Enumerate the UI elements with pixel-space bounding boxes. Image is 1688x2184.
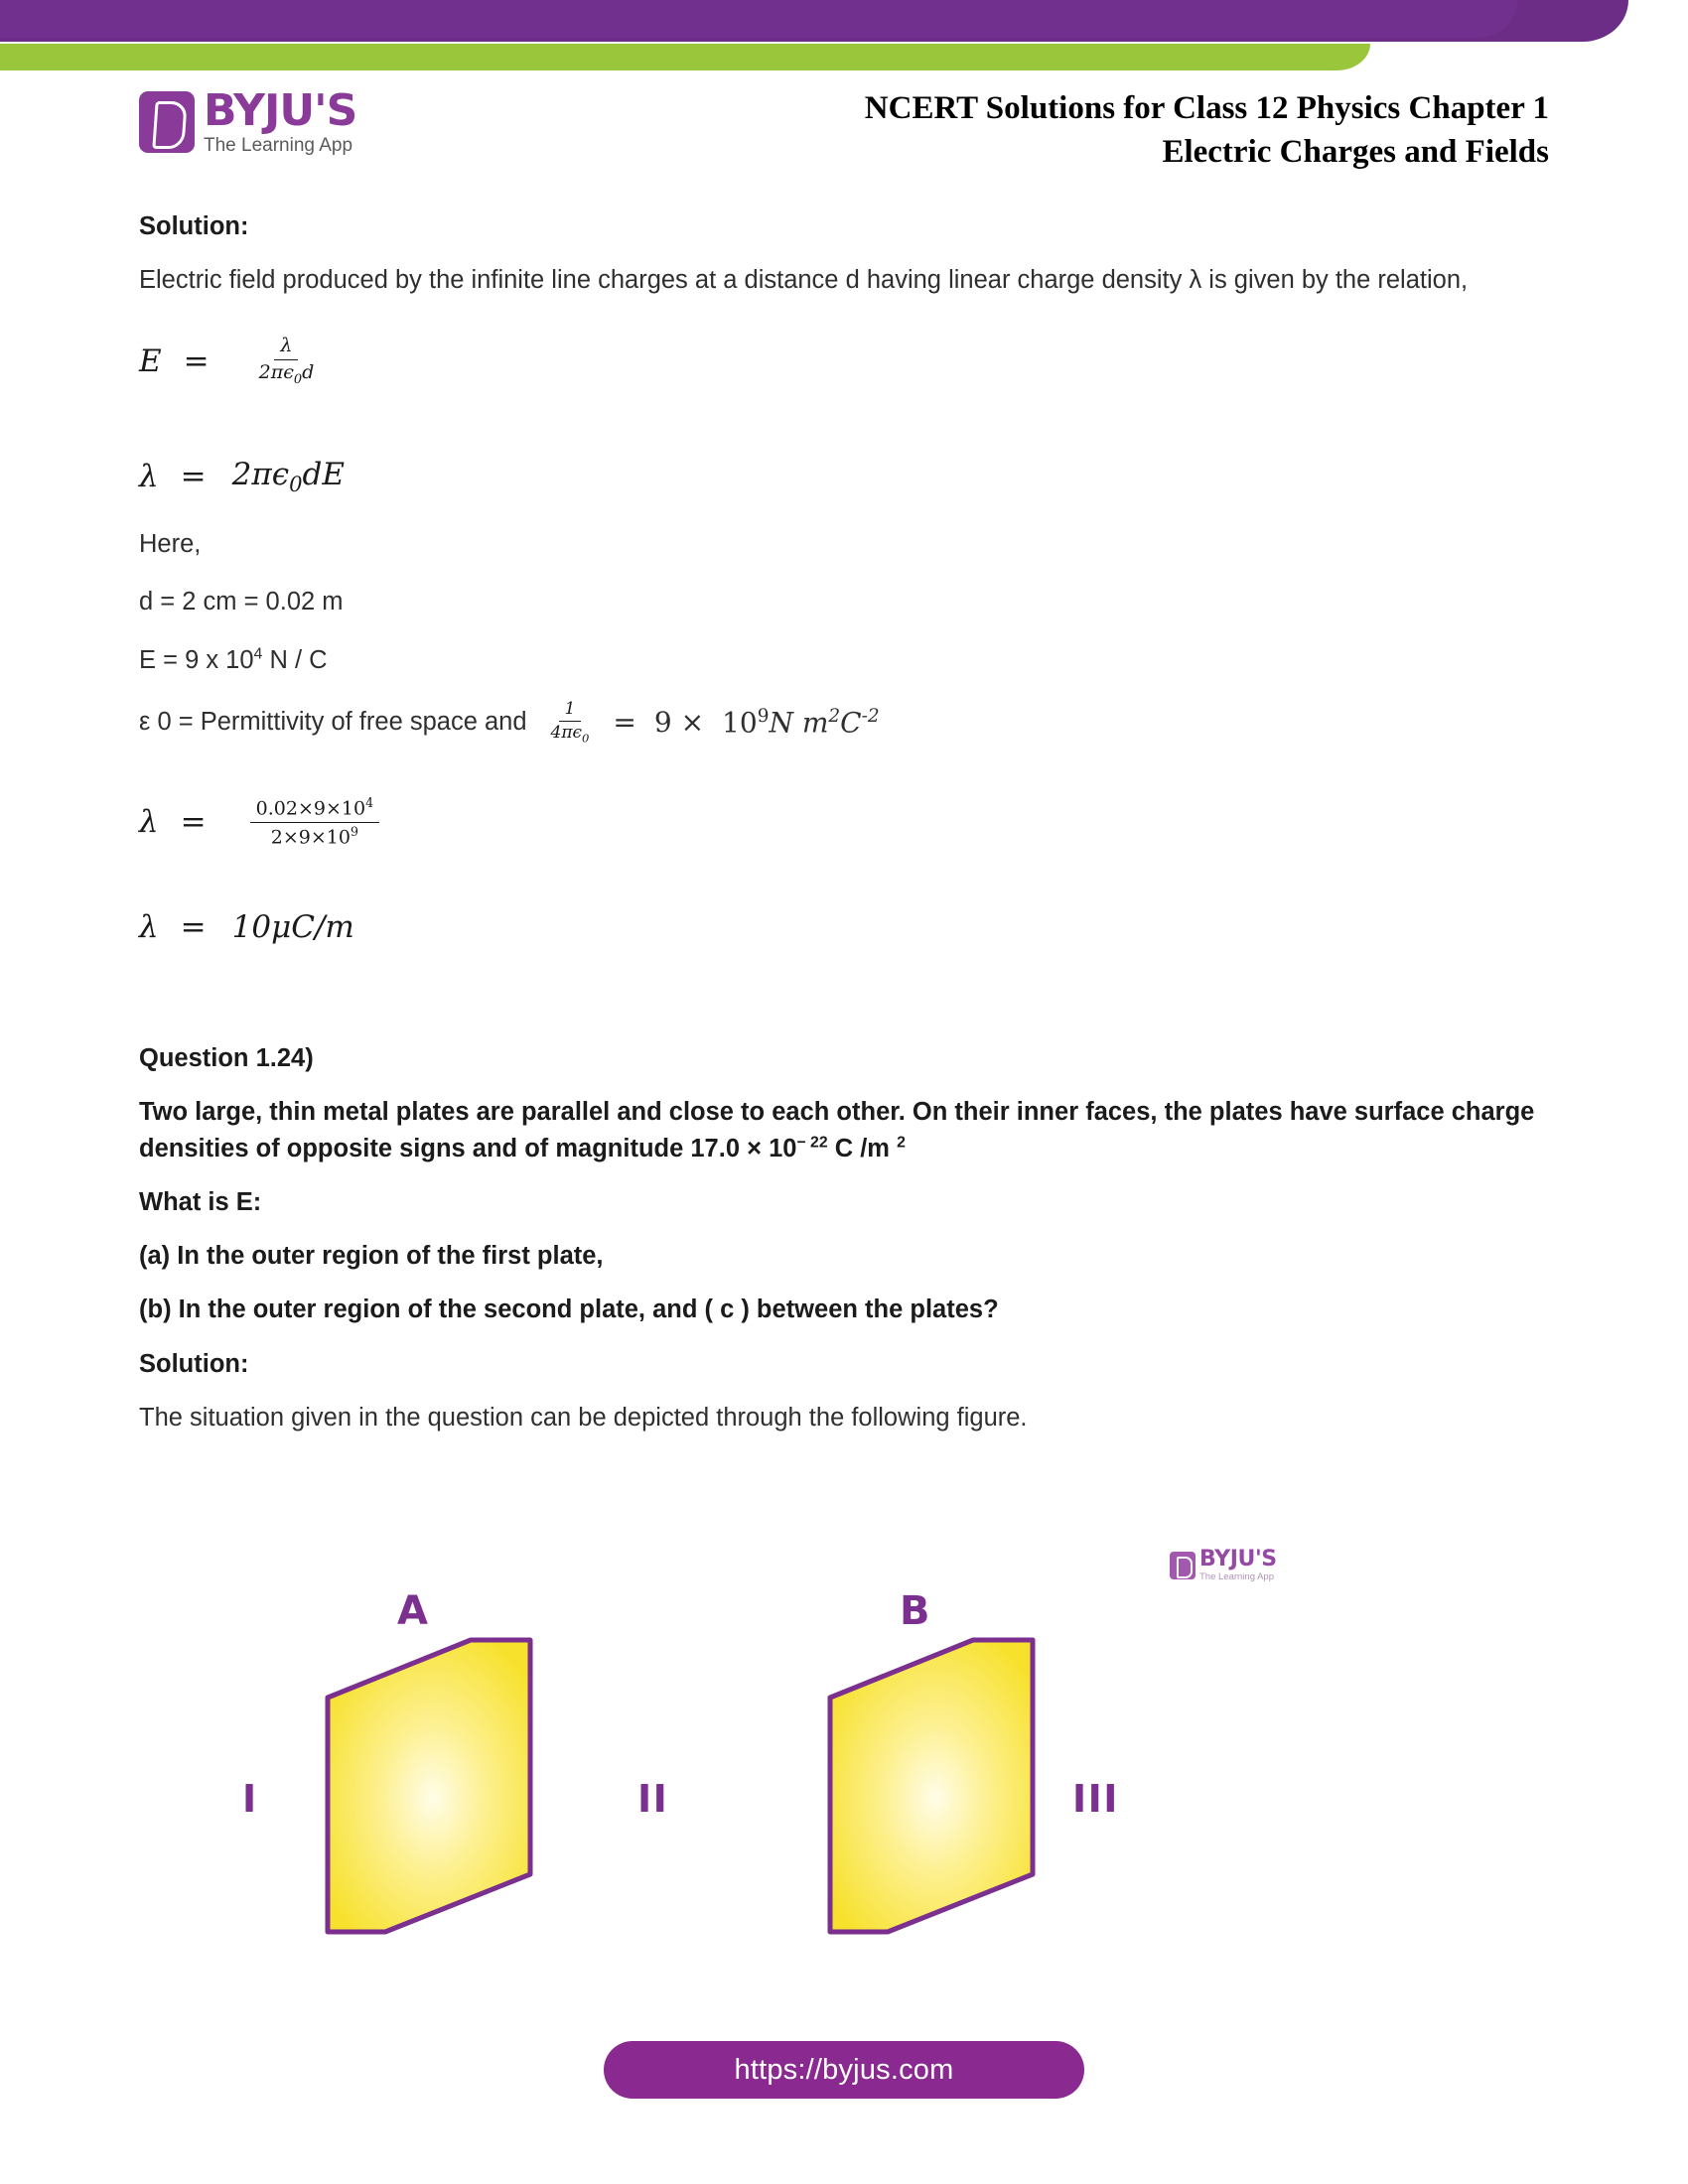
fraction-lambda-calculation	[250, 796, 379, 848]
rhs-subscript: 0	[289, 472, 303, 497]
byjus-logo	[139, 85, 357, 156]
rhs-prefix: 2πϵ	[231, 456, 290, 492]
permittivity-power-base: 10	[722, 706, 758, 740]
result-value: 10μC/m	[231, 909, 354, 946]
document-title-line-2: Electric Charges and Fields	[1162, 133, 1549, 170]
question-body-units: C /m	[834, 1134, 890, 1162]
logo-name: BYJU'S	[204, 85, 357, 136]
question-body-units-exponent: 2	[897, 1134, 906, 1152]
calc-equals: =	[180, 804, 207, 841]
question-option-b: (b) In the outer region of the second plate, and ( c ) between the plates?	[139, 1296, 999, 1324]
given-field	[139, 642, 1549, 678]
green-band	[0, 44, 1370, 70]
document-title	[865, 87, 1549, 174]
calc-numerator-text: 0.02×9×10	[255, 797, 366, 820]
watermark-tagline: The Learning App	[1199, 1571, 1275, 1582]
permittivity-line	[139, 700, 1549, 745]
question-option-a: (a) In the outer region of the first plate,	[139, 1242, 604, 1271]
solution-intro-paragraph: Electric field produced by the infinite line charges at a distance d having linear charge density λ is given by the relation,	[139, 266, 1469, 295]
equation-lambda-definition	[139, 457, 1549, 496]
permittivity-units-exp1: 2	[828, 705, 841, 727]
denominator-suffix: d	[302, 360, 315, 383]
calc-numerator-exponent: 4	[365, 795, 374, 811]
result-lhs-lambda: λ	[139, 909, 159, 946]
logo-wordmark	[204, 85, 357, 156]
solution-heading-1: Solution:	[139, 212, 249, 240]
denominator-subscript: 0	[293, 371, 303, 387]
region-label-2: II	[637, 1777, 669, 1821]
calc-numerator	[250, 796, 379, 823]
parallel-plates-figure	[0, 1529, 1688, 2005]
permittivity-den-prefix: 4πϵ	[550, 722, 583, 743]
equation-lambda-result	[139, 909, 1549, 945]
equation-lhs-E: E	[139, 343, 162, 380]
equation-rhs	[232, 457, 345, 496]
rhs-suffix: dE	[302, 456, 346, 492]
permittivity-coefficient: 9 ×	[653, 705, 705, 739]
watermark-name: BYJU'S	[1199, 1547, 1277, 1571]
permittivity-fraction-denominator	[545, 722, 596, 745]
permittivity-units-c: C	[840, 706, 862, 740]
question-body-exponent: − 22	[796, 1134, 828, 1152]
question-number: Question 1.24)	[139, 1044, 314, 1073]
question-body-line-1: Two large, thin metal plates are parallel and close to each other. On their inner faces, the plates	[139, 1098, 1283, 1127]
permittivity-fraction-numerator: 1	[559, 700, 582, 722]
footer-url-text: https://byjus.com	[734, 2053, 954, 2086]
plate-b	[826, 1636, 1035, 1934]
denominator-prefix: 2πϵ	[258, 360, 294, 383]
permittivity-units-exp2: -2	[861, 705, 880, 727]
calc-denominator-exponent: 9	[350, 823, 358, 839]
calc-denominator-text: 2×9×10	[270, 826, 351, 849]
region-label-1: I	[242, 1777, 258, 1821]
equation-electric-field	[139, 336, 1549, 387]
fraction-lambda-over-2pieps0d	[253, 336, 321, 387]
calc-denominator	[265, 823, 364, 849]
calc-lhs-lambda: λ	[139, 804, 159, 841]
footer-url-pill[interactable]	[604, 2041, 1084, 2099]
document-body	[139, 208, 1549, 1461]
equals-sign: =	[183, 343, 210, 380]
given-field-prefix: E = 9 x 10	[139, 645, 254, 674]
equation-lambda-calculation	[139, 796, 1549, 848]
question-body-line-2: have surface charge densities of opposite signs and of magnitude 17.0 × 10	[139, 1098, 1535, 1162]
solution-intro-2: The situation given in the question can be depicted through the following figure.	[139, 1403, 1028, 1432]
permittivity-units	[769, 706, 879, 739]
result-equals: =	[180, 909, 207, 946]
given-field-units: N / C	[269, 645, 328, 674]
fraction-denominator	[253, 360, 321, 387]
equals-sign-2: =	[180, 459, 207, 495]
permittivity-power	[722, 706, 769, 739]
given-distance: d = 2 cm = 0.02 m	[139, 588, 344, 616]
purple-band-inner	[0, 0, 1517, 38]
plate-a-label: A	[397, 1588, 428, 1634]
plate-b-label: B	[900, 1588, 930, 1634]
equation-lhs-lambda: λ	[139, 459, 159, 495]
document-title-line-1: NCERT Solutions for Class 12 Physics Chapter 1	[864, 90, 1549, 126]
byjus-b-mark-icon	[139, 91, 195, 153]
plate-a	[324, 1636, 532, 1934]
question-body	[139, 1094, 1549, 1165]
permittivity-equals: =	[613, 705, 636, 739]
permittivity-power-exponent: 9	[757, 705, 770, 727]
what-is-e-label: What is E:	[139, 1187, 262, 1216]
permittivity-units-nm: N m	[769, 706, 829, 740]
permittivity-den-subscript: 0	[582, 731, 590, 746]
region-label-3: III	[1072, 1777, 1119, 1821]
permittivity-text: ε 0 = Permittivity of free space and	[139, 707, 527, 736]
fraction-one-over-4pieps0	[545, 700, 596, 745]
fraction-numerator: λ	[274, 336, 298, 359]
given-field-exponent: 4	[253, 645, 263, 663]
logo-tagline: The Learning App	[204, 135, 353, 156]
solution-heading-2: Solution:	[139, 1349, 249, 1378]
here-label: Here,	[139, 530, 202, 559]
header-decorative-bands	[0, 0, 1688, 71]
